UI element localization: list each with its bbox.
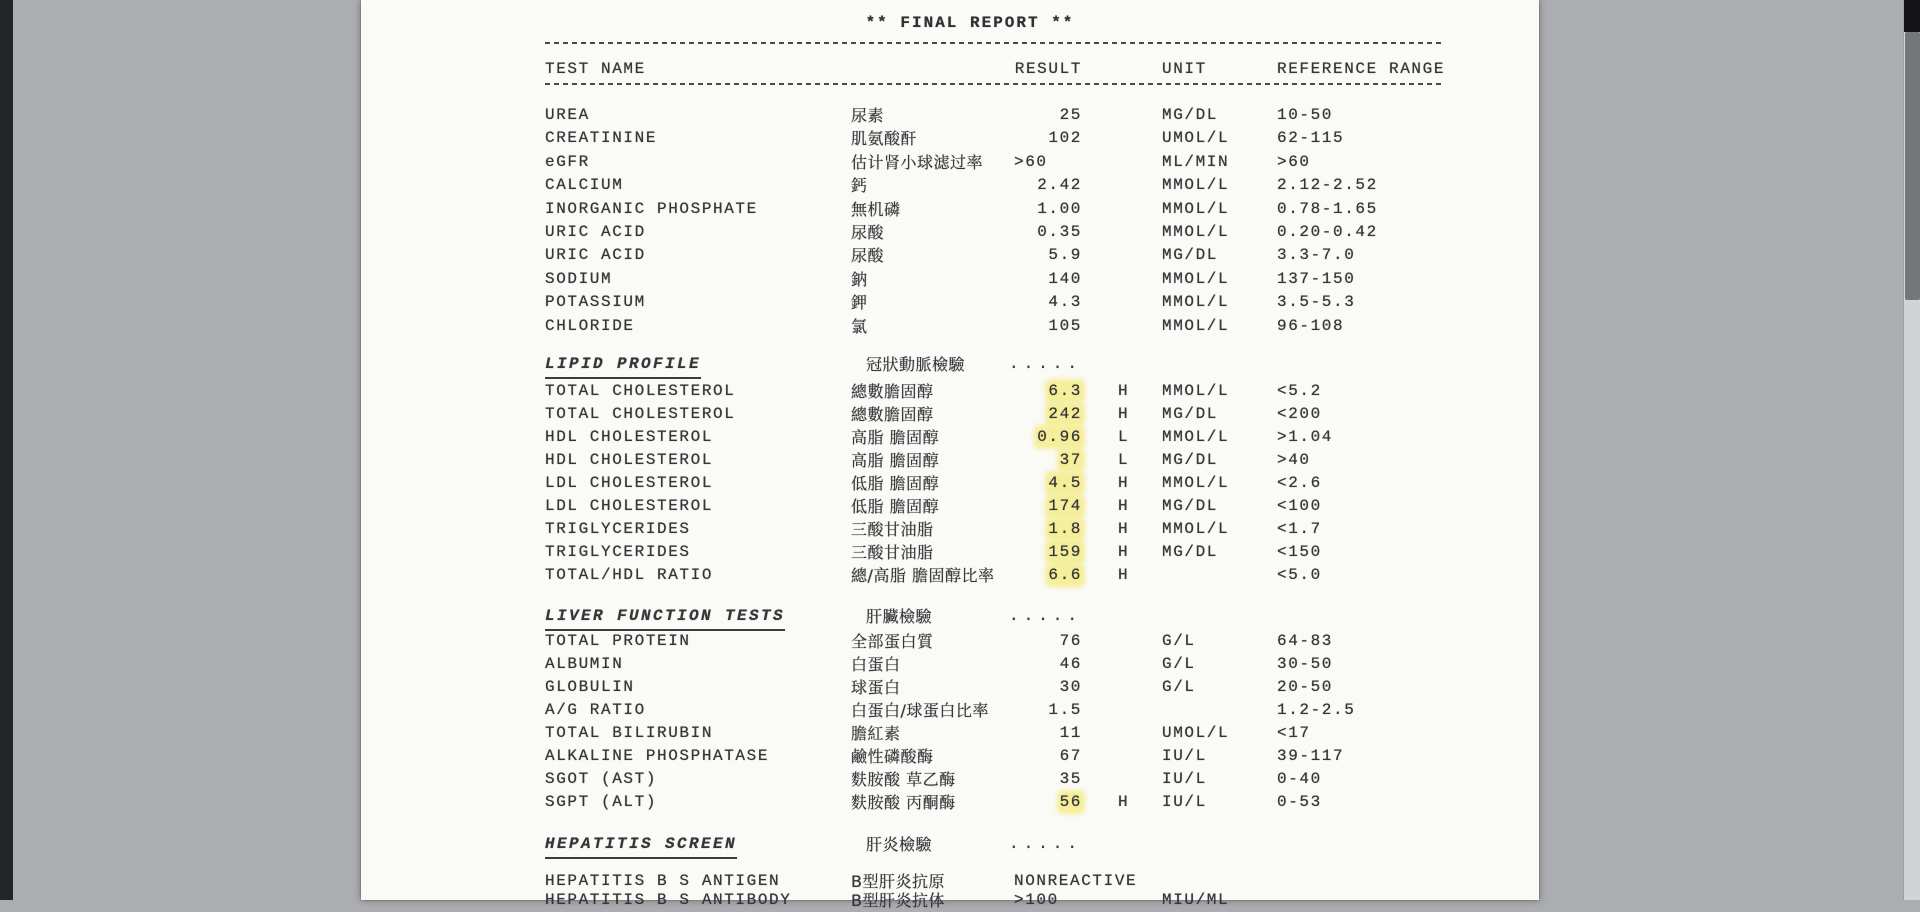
cell-test-name-chinese: B型肝炎抗体	[851, 891, 945, 910]
cell-test-name-chinese: 高脂 膽固醇	[851, 451, 940, 470]
scrollbar-track[interactable]	[1903, 0, 1920, 900]
cell-test-name: TOTAL BILIRUBIN	[545, 724, 714, 742]
cell-unit: IU/L	[1162, 770, 1207, 788]
cell-result	[951, 221, 1082, 244]
cell-unit: MG/DL	[1162, 497, 1219, 515]
table-row	[361, 564, 1539, 587]
cell-test-name: UREA	[545, 106, 590, 124]
table-row	[361, 380, 1539, 403]
cell-test-name-chinese: 低脂 膽固醇	[851, 497, 940, 516]
cell-test-name-chinese: 低脂 膽固醇	[851, 474, 940, 493]
table-row	[361, 791, 1539, 814]
result-value: 1.5	[1048, 701, 1082, 719]
cell-test-name: eGFR	[545, 153, 590, 171]
result-value: 6.3	[1048, 382, 1082, 400]
cell-result	[951, 291, 1082, 314]
cell-test-name: SODIUM	[545, 270, 613, 288]
cell-test-name-chinese: B型肝炎抗原	[851, 872, 945, 891]
cell-test-name-chinese: 球蛋白	[851, 678, 901, 697]
cell-reference-range: 96-108	[1277, 317, 1345, 335]
cell-test-name-chinese: 三酸甘油脂	[851, 520, 934, 539]
cell-unit: MMOL/L	[1162, 293, 1230, 311]
cell-flag: H	[1118, 382, 1130, 400]
cell-result	[951, 564, 1082, 587]
cell-test-name: CALCIUM	[545, 176, 624, 194]
result-value: 30	[1059, 678, 1082, 696]
cell-result	[951, 403, 1082, 426]
cell-test-name: TRIGLYCERIDES	[545, 520, 691, 538]
cell-unit: MMOL/L	[1162, 223, 1230, 241]
cell-result	[951, 151, 1082, 174]
cell-flag: L	[1118, 428, 1130, 446]
cell-test-name-chinese: 總數膽固醇	[851, 405, 934, 424]
cell-reference-range: <5.2	[1277, 382, 1322, 400]
cell-result	[951, 518, 1082, 541]
cell-test-name: SGOT (AST)	[545, 770, 658, 788]
section-header-hepatitis-screen	[361, 833, 1539, 856]
table-row	[361, 449, 1539, 472]
cell-unit: ML/MIN	[1162, 153, 1230, 171]
column-header-reference-range: REFERENCE RANGE	[1277, 60, 1446, 78]
result-value: 4.5	[1048, 474, 1082, 492]
result-value: >100	[1014, 891, 1059, 909]
result-value: >60	[1014, 153, 1048, 171]
cell-reference-range: 62-115	[1277, 129, 1345, 147]
table-row	[361, 127, 1539, 150]
table-row	[361, 403, 1539, 426]
result-value: 1.8	[1048, 520, 1082, 538]
cell-test-name-chinese: 白蛋白	[851, 655, 901, 674]
section-title: LIVER FUNCTION TESTS	[545, 605, 785, 631]
cell-test-name: TOTAL CHOLESTEROL	[545, 382, 736, 400]
result-value: 242	[1048, 405, 1082, 423]
cell-result	[951, 699, 1082, 722]
cell-unit: IU/L	[1162, 747, 1207, 765]
cell-test-name-chinese: 白蛋白/球蛋白比率	[851, 701, 989, 720]
table-row	[361, 518, 1539, 541]
cell-unit: MIU/ML	[1162, 891, 1230, 909]
table-row	[361, 268, 1539, 291]
cell-unit: MG/DL	[1162, 405, 1219, 423]
cell-unit: MMOL/L	[1162, 270, 1230, 288]
cell-test-name-chinese: 膽紅素	[851, 724, 901, 743]
cell-unit: MG/DL	[1162, 451, 1219, 469]
cell-test-name-chinese: 鈉	[851, 270, 868, 289]
viewer-left-edge	[0, 0, 13, 900]
table-row	[361, 541, 1539, 564]
cell-result	[951, 745, 1082, 768]
cell-test-name: HDL CHOLESTEROL	[545, 428, 714, 446]
cell-test-name: CREATININE	[545, 129, 658, 147]
cell-reference-range: 3.5-5.3	[1277, 293, 1356, 311]
result-value: 0.35	[1037, 223, 1082, 241]
cell-test-name-chinese: 肌氨酸酐	[851, 129, 918, 148]
cell-reference-range: 0-53	[1277, 793, 1322, 811]
cell-reference-range: 3.3-7.0	[1277, 246, 1356, 264]
cell-flag: H	[1118, 566, 1130, 584]
cell-test-name: ALKALINE PHOSPHATASE	[545, 747, 770, 765]
cell-unit: MG/DL	[1162, 543, 1219, 561]
cell-reference-range: 137-150	[1277, 270, 1356, 288]
cell-result	[951, 472, 1082, 495]
cell-unit: UMOL/L	[1162, 129, 1230, 147]
cell-test-name: TOTAL/HDL RATIO	[545, 566, 714, 584]
cell-reference-range: 0.78-1.65	[1277, 200, 1378, 218]
cell-test-name-chinese: 鉀	[851, 293, 868, 312]
cell-test-name: URIC ACID	[545, 246, 646, 264]
cell-test-name: HEPATITIS B S ANTIGEN	[545, 872, 781, 890]
table-row	[361, 472, 1539, 495]
result-value: 6.6	[1048, 566, 1082, 584]
section-dots: .....	[1008, 835, 1082, 853]
cell-reference-range: 0-40	[1277, 770, 1322, 788]
result-value: 1.00	[1037, 200, 1082, 218]
table-row	[361, 426, 1539, 449]
result-value: 4.3	[1048, 293, 1082, 311]
cell-unit: G/L	[1162, 632, 1196, 650]
cell-result	[951, 315, 1082, 338]
column-header-unit: UNIT	[1162, 60, 1207, 78]
result-value: 11	[1059, 724, 1082, 742]
table-row	[361, 889, 1539, 912]
cell-test-name: ALBUMIN	[545, 655, 624, 673]
cell-test-name-chinese: 鈣	[851, 176, 868, 195]
cell-unit: G/L	[1162, 678, 1196, 696]
cell-test-name-chinese: 尿酸	[851, 246, 885, 265]
result-value: 56	[1059, 793, 1082, 811]
cell-result	[951, 174, 1082, 197]
cell-test-name-chinese: 總數膽固醇	[851, 382, 934, 401]
cell-result	[951, 653, 1082, 676]
cell-result	[951, 244, 1082, 267]
table-row	[361, 745, 1539, 768]
table-row	[361, 676, 1539, 699]
cell-reference-range: 64-83	[1277, 632, 1334, 650]
cell-test-name: TRIGLYCERIDES	[545, 543, 691, 561]
cell-reference-range: <17	[1277, 724, 1311, 742]
result-value: 46	[1059, 655, 1082, 673]
cell-flag: L	[1118, 451, 1130, 469]
table-row	[361, 291, 1539, 314]
cell-result	[951, 127, 1082, 150]
cell-unit: MMOL/L	[1162, 474, 1230, 492]
cell-result	[951, 449, 1082, 472]
cell-result	[951, 768, 1082, 791]
cell-test-name: SGPT (ALT)	[545, 793, 658, 811]
cell-test-name-chinese: 尿酸	[851, 223, 885, 242]
cell-test-name-chinese: 全部蛋白質	[851, 632, 934, 651]
cell-unit: MMOL/L	[1162, 428, 1230, 446]
table-row	[361, 722, 1539, 745]
result-value: 2.42	[1037, 176, 1082, 194]
cell-unit: IU/L	[1162, 793, 1207, 811]
result-value: 67	[1059, 747, 1082, 765]
cell-reference-range: 1.2-2.5	[1277, 701, 1356, 719]
result-value: 140	[1048, 270, 1082, 288]
cell-test-name-chinese: 尿素	[851, 106, 885, 125]
cell-reference-range: <200	[1277, 405, 1322, 423]
cell-result	[951, 630, 1082, 653]
cell-reference-range: <100	[1277, 497, 1322, 515]
cell-flag: H	[1118, 543, 1130, 561]
cell-flag: H	[1118, 520, 1130, 538]
cell-test-name-chinese: 無机磷	[851, 200, 901, 219]
section-dots: .....	[1008, 607, 1082, 625]
section-title-chinese: 肝炎檢驗	[866, 835, 933, 854]
result-value: 0.96	[1037, 428, 1082, 446]
cell-test-name-chinese: 氯	[851, 317, 868, 336]
column-header-result: RESULT	[1014, 60, 1082, 78]
cell-result	[951, 722, 1082, 745]
cell-result	[951, 380, 1082, 403]
cell-unit: MMOL/L	[1162, 176, 1230, 194]
section-title: HEPATITIS SCREEN	[545, 833, 737, 859]
cell-flag: H	[1118, 474, 1130, 492]
table-row	[361, 768, 1539, 791]
cell-reference-range: 20-50	[1277, 678, 1334, 696]
cell-flag: H	[1118, 793, 1130, 811]
cell-test-name: TOTAL CHOLESTEROL	[545, 405, 736, 423]
report-title: ** FINAL REPORT **	[865, 14, 1075, 32]
cell-result	[951, 541, 1082, 564]
section-header-liver-function-tests	[361, 605, 1539, 628]
cell-reference-range: 39-117	[1277, 747, 1345, 765]
result-value: 25	[1059, 106, 1082, 124]
cell-reference-range: <1.7	[1277, 520, 1322, 538]
result-value: 37	[1059, 451, 1082, 469]
cell-unit: MG/DL	[1162, 106, 1219, 124]
cell-unit: MG/DL	[1162, 246, 1219, 264]
cell-result	[951, 426, 1082, 449]
cell-reference-range: <5.0	[1277, 566, 1322, 584]
cell-test-name-chinese: 麩胺酸 丙酮酶	[851, 793, 956, 812]
cell-reference-range: 0.20-0.42	[1277, 223, 1378, 241]
cell-result	[951, 495, 1082, 518]
result-value: 35	[1059, 770, 1082, 788]
section-title-chinese: 冠狀動脈檢驗	[866, 355, 966, 374]
table-row	[361, 174, 1539, 197]
cell-test-name: INORGANIC PHOSPHATE	[545, 200, 758, 218]
dashed-divider-top	[545, 42, 1445, 44]
cell-test-name: URIC ACID	[545, 223, 646, 241]
column-header-row	[361, 58, 1539, 81]
section-header-lipid-profile	[361, 353, 1539, 376]
cell-result	[951, 676, 1082, 699]
section-dots: .....	[1008, 355, 1082, 373]
scrollbar-top-cap	[1904, 0, 1920, 32]
cell-unit: MMOL/L	[1162, 317, 1230, 335]
table-row	[361, 198, 1539, 221]
result-value: 5.9	[1048, 246, 1082, 264]
cell-unit: UMOL/L	[1162, 724, 1230, 742]
cell-test-name: GLOBULIN	[545, 678, 635, 696]
table-row	[361, 104, 1539, 127]
cell-test-name: TOTAL PROTEIN	[545, 632, 691, 650]
result-value: 105	[1048, 317, 1082, 335]
result-value: 76	[1059, 632, 1082, 650]
scrollbar-thumb[interactable]	[1905, 32, 1920, 300]
cell-result	[951, 791, 1082, 814]
cell-flag: H	[1118, 405, 1130, 423]
table-row	[361, 315, 1539, 338]
result-value: 174	[1048, 497, 1082, 515]
column-header-test-name: TEST NAME	[545, 60, 646, 78]
cell-reference-range: 2.12-2.52	[1277, 176, 1378, 194]
cell-test-name-chinese: 總/高脂 膽固醇比率	[851, 566, 995, 585]
cell-test-name: A/G RATIO	[545, 701, 646, 719]
cell-unit: MMOL/L	[1162, 520, 1230, 538]
cell-result	[951, 889, 1082, 912]
cell-test-name: HEPATITIS B S ANTIBODY	[545, 891, 792, 909]
table-row	[361, 699, 1539, 722]
result-value: 159	[1048, 543, 1082, 561]
cell-test-name: CHLORIDE	[545, 317, 635, 335]
cell-reference-range: <150	[1277, 543, 1322, 561]
cell-test-name-chinese: 估计肾小球滤过率	[851, 153, 984, 172]
cell-test-name-chinese: 高脂 膽固醇	[851, 428, 940, 447]
document-page	[361, 0, 1539, 910]
cell-test-name: LDL CHOLESTEROL	[545, 474, 714, 492]
table-row	[361, 495, 1539, 518]
result-value: 102	[1048, 129, 1082, 147]
cell-result	[951, 268, 1082, 291]
cell-reference-range: >60	[1277, 153, 1311, 171]
table-row	[361, 630, 1539, 653]
cell-unit: G/L	[1162, 655, 1196, 673]
cell-reference-range: <2.6	[1277, 474, 1322, 492]
cell-result	[951, 198, 1082, 221]
cell-flag: H	[1118, 497, 1130, 515]
table-row	[361, 653, 1539, 676]
cell-test-name: HDL CHOLESTEROL	[545, 451, 714, 469]
cell-test-name: LDL CHOLESTEROL	[545, 497, 714, 515]
section-title-chinese: 肝臟檢驗	[866, 607, 933, 626]
cell-test-name-chinese: 麩胺酸 草乙酶	[851, 770, 956, 789]
result-value: NONREACTIVE	[1014, 872, 1138, 890]
cell-reference-range: >1.04	[1277, 428, 1334, 446]
cell-test-name-chinese: 三酸甘油脂	[851, 543, 934, 562]
section-title: LIPID PROFILE	[545, 353, 701, 379]
cell-unit: MMOL/L	[1162, 382, 1230, 400]
dashed-divider-under-header	[545, 83, 1445, 85]
cell-test-name: POTASSIUM	[545, 293, 646, 311]
cell-reference-range: 10-50	[1277, 106, 1334, 124]
cell-reference-range: >40	[1277, 451, 1311, 469]
cell-unit: MMOL/L	[1162, 200, 1230, 218]
table-row	[361, 221, 1539, 244]
table-row	[361, 244, 1539, 267]
cell-reference-range: 30-50	[1277, 655, 1334, 673]
cell-result	[951, 104, 1082, 127]
table-row	[361, 151, 1539, 174]
cell-test-name-chinese: 鹼性磷酸酶	[851, 747, 934, 766]
